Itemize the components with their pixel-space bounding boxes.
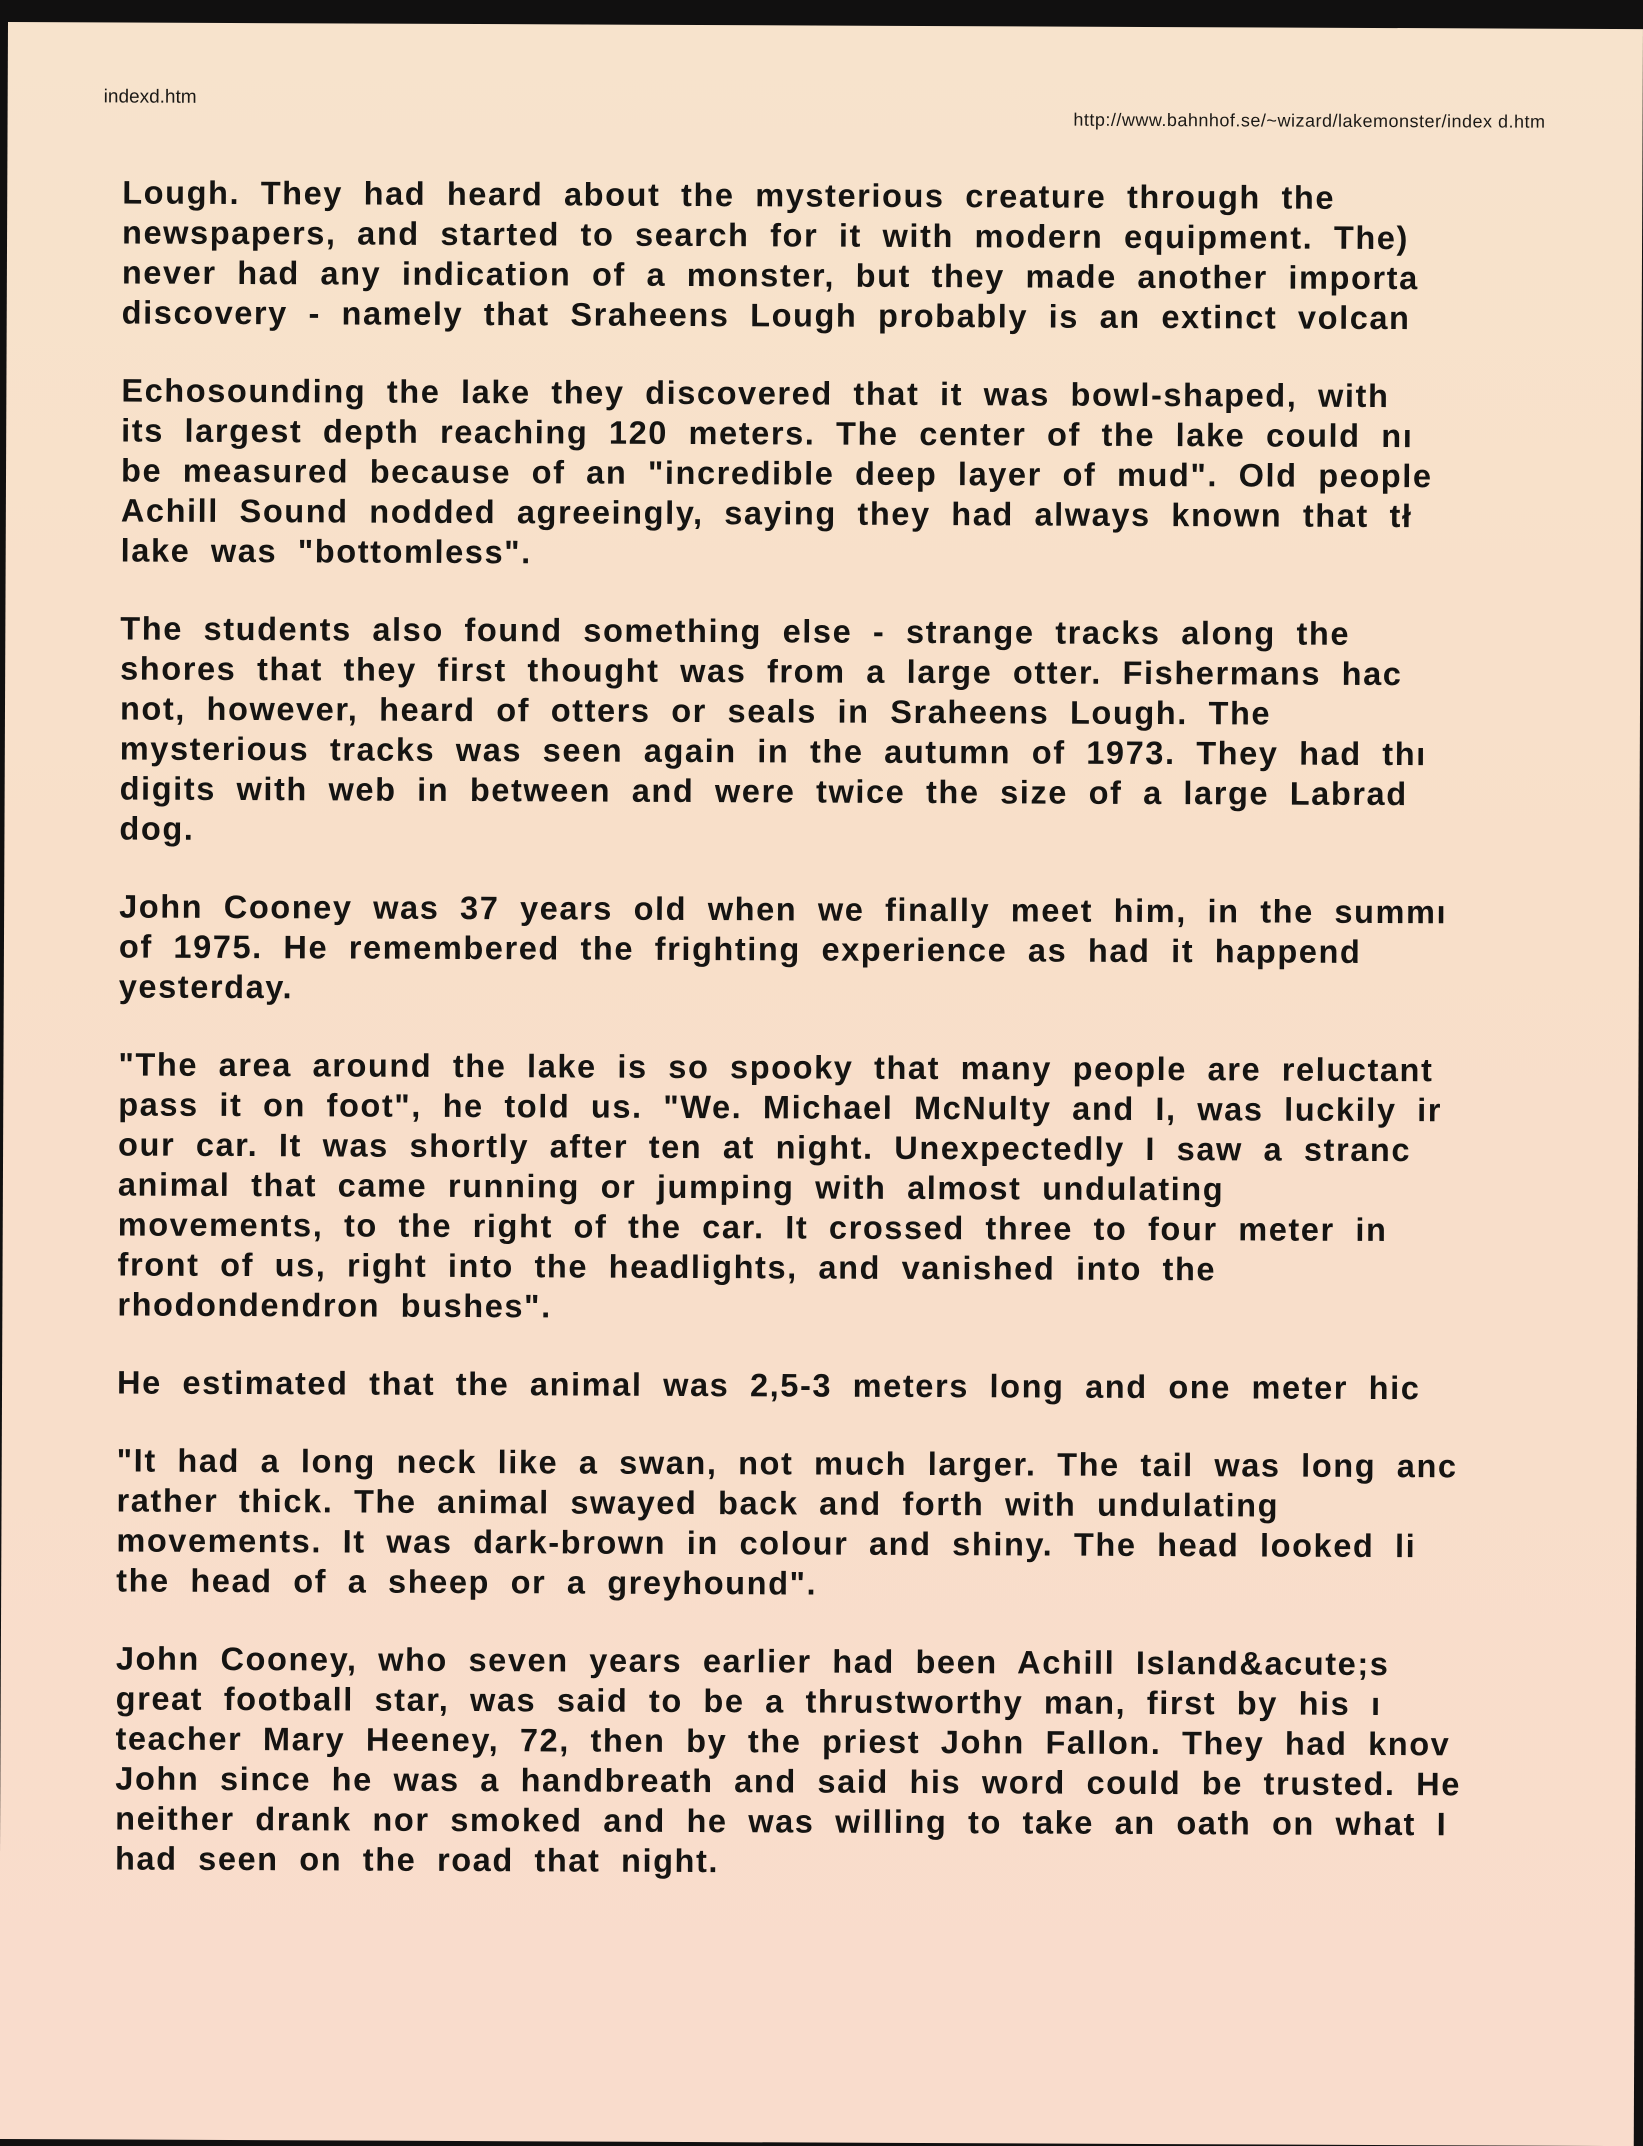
text-line: not, however, heard of otters or seals in Sraheens Lough. The	[119, 690, 1272, 732]
text-line: The students also found something else - strange tracks along the	[120, 610, 1351, 652]
text-line: front of us, right into the headlights, and vanished into the	[117, 1246, 1217, 1288]
paragraph-7	[116, 1440, 1549, 1606]
paragraph-2	[121, 370, 1554, 576]
text-line: He estimated that the animal was 2,5-3 meters long and one meter hic	[116, 1364, 1421, 1407]
text-line: of 1975. He remembered the frighting experience as had it happend	[118, 928, 1362, 970]
text-line: be measured because of an "incredible deep layer of mud". Old people	[120, 452, 1433, 495]
text-line: neither drank nor smoked and he was willing to take an oath on what I	[115, 1800, 1448, 1843]
paragraph-3	[119, 608, 1552, 854]
text-line: Lough. They had heard about the mysterious creature through the	[122, 174, 1336, 216]
page-header-filename: indexd.htm	[103, 86, 197, 108]
text-line: teacher Mary Heeney, 72, then by the priest John Fallon. They had knov	[115, 1720, 1451, 1763]
text-line: our car. It was shortly after ten at night. Unexpectedly I saw a stranc	[118, 1126, 1412, 1169]
text-line: movements. It was dark-brown in colour and shiny. The head looked li	[116, 1522, 1417, 1565]
text-line: its largest depth reaching 120 meters. The center of the lake could nı	[121, 412, 1414, 455]
text-line: mysterious tracks was seen again in the autumn of 1973. They had thı	[119, 730, 1427, 773]
text-line: John Cooney, who seven years earlier had been Achill Island&acute;s	[115, 1640, 1390, 1683]
text-line: yesterday.	[118, 968, 294, 1006]
page-header-url: http://www.bahnhof.se/~wizard/lakemonster/index d.htm	[1073, 109, 1546, 132]
text-line: movements, to the right of the car. It crossed three to four meter in	[117, 1206, 1388, 1249]
paragraph-5	[117, 1044, 1550, 1330]
text-line: lake was "bottomless".	[120, 532, 532, 571]
text-line: John Cooney was 37 years old when we finally meet him, in the summı	[119, 888, 1448, 931]
text-line: newspapers, and started to search for it with modern equipment. The)	[122, 214, 1410, 257]
text-line: had seen on the road that night.	[114, 1840, 720, 1880]
paragraph-1	[122, 173, 1555, 339]
text-line: dog.	[119, 810, 195, 847]
text-line: the head of a sheep or a greyhound".	[116, 1562, 818, 1602]
text-line: rather thick. The animal swayed back and forth with undulating	[116, 1482, 1280, 1524]
text-line: great football star, was said to be a thrustworthy man, first by his ı	[115, 1680, 1382, 1723]
text-line: discovery - namely that Sraheens Lough probably is an extinct volcan	[121, 294, 1411, 337]
text-line: rhodondendron bushes".	[117, 1286, 552, 1325]
paragraph-6	[117, 1362, 1549, 1408]
article-body	[115, 173, 1555, 1923]
text-line: Echosounding the lake they discovered that it was bowl-shaped, with	[121, 372, 1390, 415]
text-line: animal that came running or jumping with almost undulating	[117, 1166, 1225, 1208]
printed-page	[0, 22, 1643, 2146]
paragraph-8	[115, 1638, 1548, 1884]
text-line: John since he was a handbreath and said his word could be trusted. He	[115, 1760, 1462, 1803]
paragraph-4	[119, 886, 1552, 1012]
text-line: shores that they first thought was from a large otter. Fishermans haс	[120, 650, 1403, 693]
text-line: "It had a long neck like a swan, not much larger. The tail was long anc	[116, 1442, 1458, 1485]
text-line: never had any indication of a monster, but they made another importa	[121, 254, 1419, 297]
text-line: pass it on foot", he told us. "We. Michael McNulty and I, was luckily ir	[118, 1086, 1443, 1129]
text-line: digits with web in between and were twice the size of a large Labrad	[119, 770, 1408, 813]
text-line: "The area around the lake is so spooky that many people are reluctant	[118, 1046, 1434, 1089]
text-line: Achill Sound nodded agreeingly, saying they had always known that tł	[120, 492, 1413, 535]
